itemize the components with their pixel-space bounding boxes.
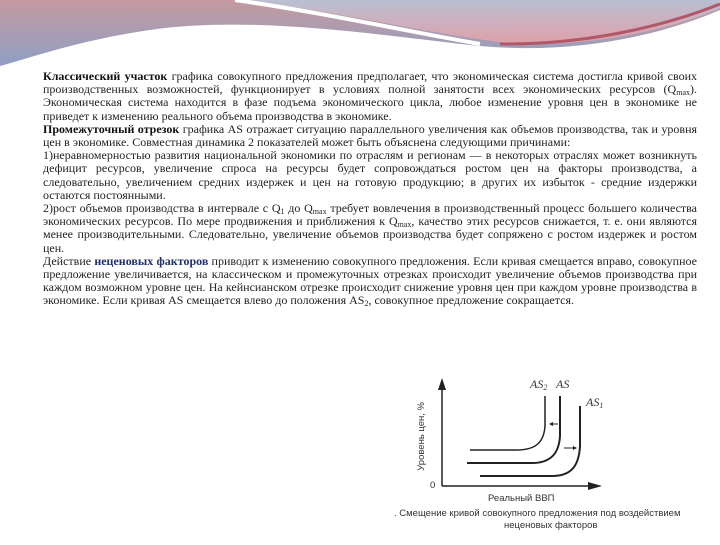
paragraph-intermediate: Промежуточный отрезок графика AS отражает ситуацию параллельного увеличения как объемов производства, так и уровня цен в экономике. Совместная динамика 2 показателей может быть объяснена следующими причинами: [43,121,698,150]
header-decoration [0,0,720,66]
x-axis-arrow [588,482,602,490]
label-as1: $AS_1$ [586,395,604,410]
curve-as1 [480,406,580,476]
label-as: AS [556,377,570,391]
figure-caption-line1: . Смещение кривой совокупного предложения под воздействием [394,508,681,519]
y-axis-arrow [438,378,446,390]
arrowhead-left [549,422,553,426]
paragraph-reason-2: 2)рост объемов производства в интервале с $Q_1$ до $Q_{max}$ требует вовлечения в производственный процесс большего количества экономических ресурсов. По мере продвижения и приближения к $Q_{max}$, качество этих ресурсов снижается, т. е. они являются менее производительными. Следовательно, увеличение объемов производства будет сопряжено с ростом издержек и ростом цен. [43,201,698,255]
as-shift-figure [392,374,712,540]
term-intermediate: Промежуточный отрезок [43,121,180,136]
curve-as2 [470,396,545,450]
term-nonprice: неценовых факторов [94,253,209,268]
body-text [43,70,697,308]
y-axis-label: Уровень цен, % [416,402,427,471]
paragraph-nonprice: Действие неценовых факторов приводит к изменению совокупного предложения. Если кривая смещается вправо, совокупное предложение увеличивается, на классическом и промежуточных отрезках происходит увеличение объемов производства при каждом возможном уровне цен. На кейнсианском отрезке происходит снижение уровня цен при каждом уровне производства в экономике. Если кривая AS смещается влево до положения $AS_2$, совокупное предложение сокращается. [43,253,697,309]
arrowhead-right [573,446,577,450]
curve-as [467,396,560,463]
x-axis-label: Реальный ВВП [488,493,555,504]
paragraph-reason-1: 1)неравномерностью развития национальной экономики по отраслям и регионам — в некоторых отраслях может возникнуть дефицит ресурсов, увеличение спроса на ресурсы будет сопровождаться ростом цен на факторы производства, а следовательно, увеличением средних издержек и цен на готовую продукцию; в других их избыток - средние издержки остаются постоянными. [43,148,697,202]
figure-caption-line2: неценовых факторов [504,520,598,531]
paragraph-classical: Классический участок графика совокупного предложения предполагает, что экономическая система достигла кривой своих производственных возможностей, функционирует в условиях полной занятости всех экономических ресурсов $(Q_{max})$. Экономическая система находится в фазе подъема экономического цикла, любое изменение уровня цен в экономике не приведет к изменению реального объема производства в экономике. [43,69,697,123]
origin-label: 0 [430,480,436,491]
label-as2: $AS_2$ [530,377,548,392]
term-classical: Классический участок [43,69,168,83]
